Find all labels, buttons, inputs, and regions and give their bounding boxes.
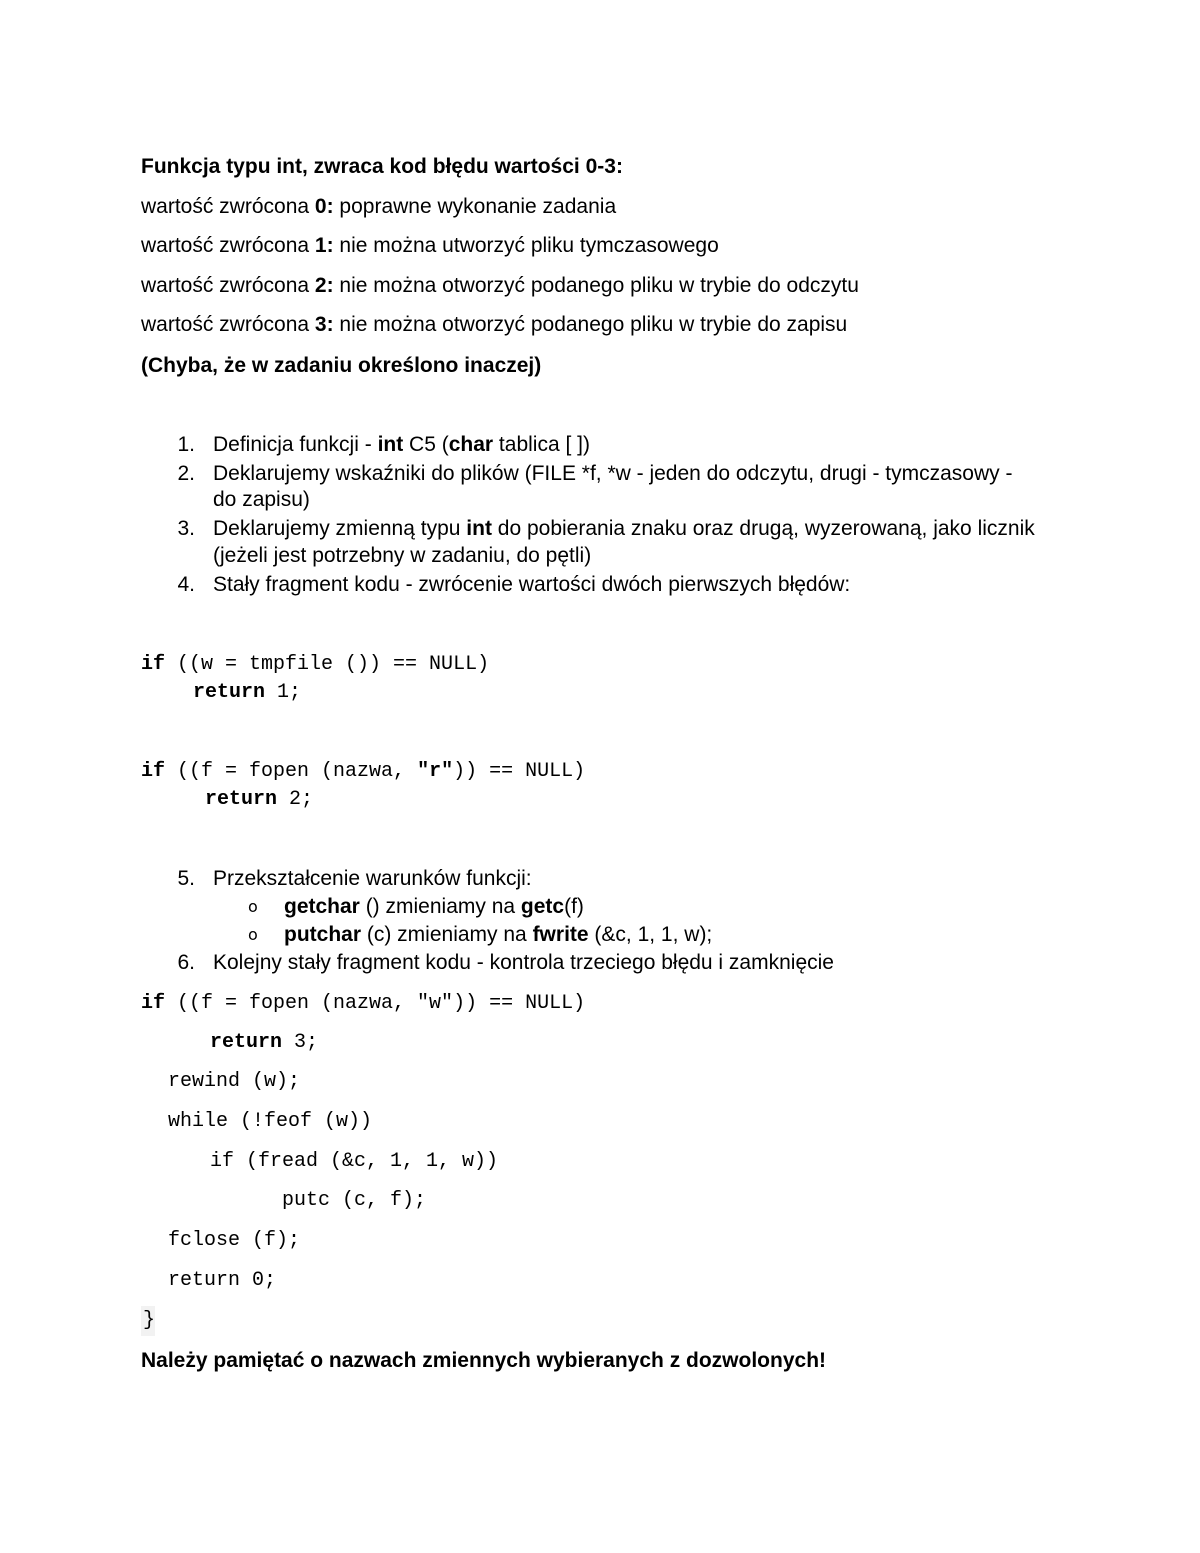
step-1: Definicja funkcji - int C5 (char tablica [ ]) (213, 433, 590, 456)
code-line: return 3; (210, 1031, 319, 1054)
code-line: if ((f = fopen (nazwa, "r")) == NULL) (141, 760, 586, 783)
step-4: Stały fragment kodu - zwrócenie wartości dwóch pierwszych błędów: (213, 573, 851, 596)
code-line: } (143, 1309, 156, 1332)
sub-item-putchar: putchar (c) zmieniamy na fwrite (&c, 1, 1, w); (284, 923, 713, 946)
bullet-icon: o (248, 925, 258, 944)
step-6: Kolejny stały fragment kodu - kontrola trzeciego błędu i zamknięcie (213, 951, 834, 974)
step-3-line-1: Deklarujemy zmienną typu int do pobierania znaku oraz drugą, wyzerowaną, jako licznik (213, 517, 1035, 540)
step-number: 5. (177, 867, 195, 890)
code-line: return 2; (205, 788, 314, 811)
note: (Chyba, że w zadaniu określono inaczej) (141, 354, 542, 377)
step-number: 2. (177, 462, 195, 485)
step-number: 3. (177, 517, 195, 540)
return-line-2: wartość zwrócona 2: nie można otworzyć podanego pliku w trybie do odczytu (141, 274, 859, 297)
heading: Funkcja typu int, zwraca kod błędu wartości 0-3: (141, 155, 623, 178)
step-number: 1. (177, 433, 195, 456)
code-line: rewind (w); (168, 1070, 301, 1093)
code-line: putc (c, f); (282, 1189, 427, 1212)
code-line: if ((f = fopen (nazwa, "w")) == NULL) (141, 992, 586, 1015)
code-line: if ((w = tmpfile ()) == NULL) (141, 653, 490, 676)
step-2-line-2: do zapisu) (213, 488, 310, 511)
code-line: while (!feof (w)) (168, 1110, 373, 1133)
step-2-line-1: Deklarujemy wskaźniki do plików (FILE *f, *w - jeden do odczytu, drugi - tymczasowy - (213, 462, 1013, 485)
step-5: Przekształcenie warunków funkcji: (213, 867, 532, 890)
return-line-0: wartość zwrócona 0: poprawne wykonanie zadania (141, 195, 617, 218)
code-line: if (fread (&c, 1, 1, w)) (210, 1150, 499, 1173)
footer-note: Należy pamiętać o nazwach zmiennych wybieranych z dozwolonych! (141, 1349, 827, 1372)
sub-item-getchar: getchar () zmieniamy na getc(f) (284, 895, 584, 918)
step-number: 4. (177, 573, 195, 596)
code-line: return 1; (193, 681, 302, 704)
step-3-line-2: (jeżeli jest potrzebny w zadaniu, do pętli) (213, 544, 592, 567)
code-line: fclose (f); (168, 1229, 301, 1252)
step-number: 6. (177, 951, 195, 974)
code-line: return 0; (168, 1269, 277, 1292)
bullet-icon: o (248, 897, 258, 916)
return-line-1: wartość zwrócona 1: nie można utworzyć pliku tymczasowego (141, 234, 719, 257)
return-line-3: wartość zwrócona 3: nie można otworzyć podanego pliku w trybie do zapisu (141, 313, 848, 336)
